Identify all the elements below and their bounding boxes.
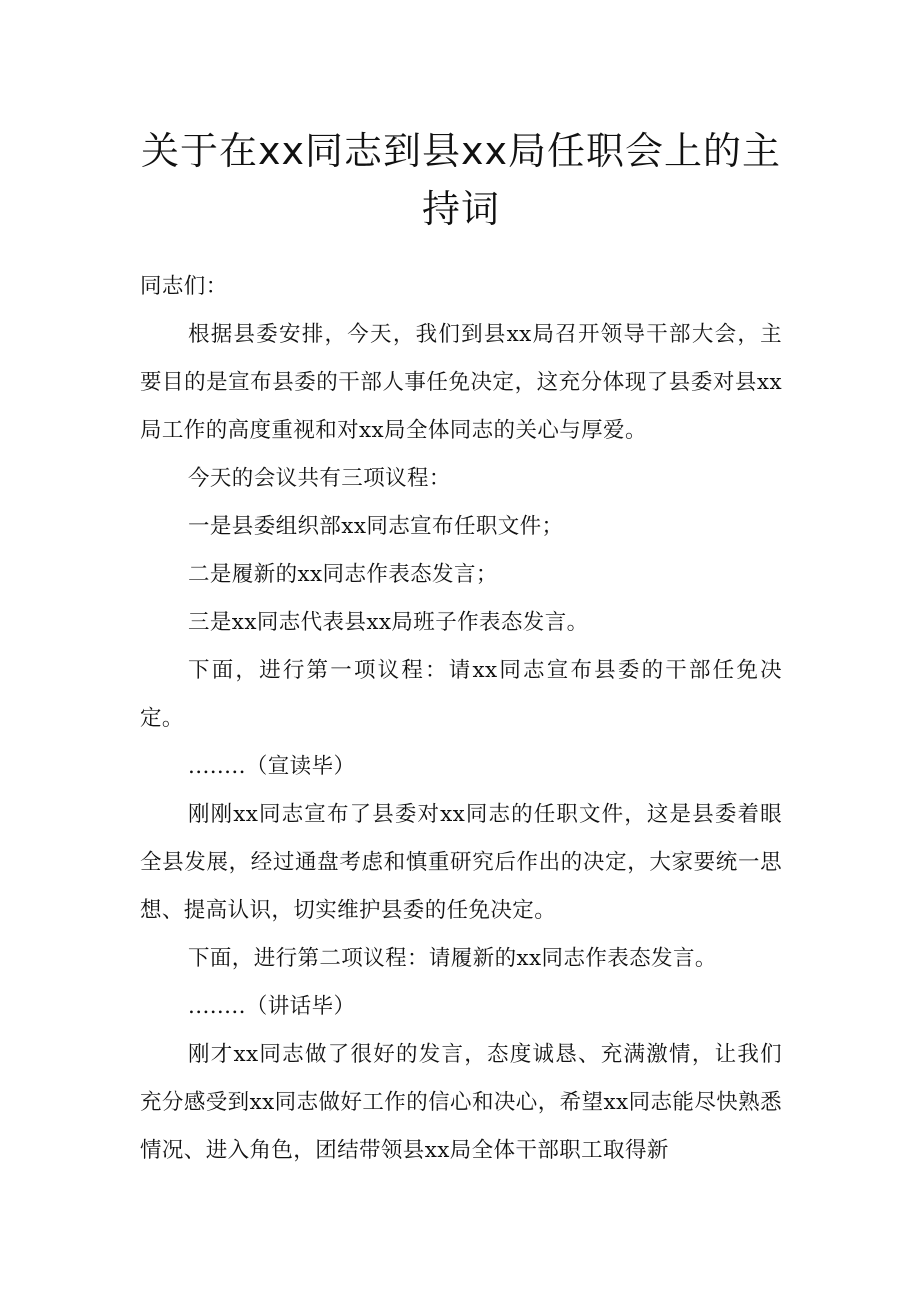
agenda-item-1: 一是县委组织部xx同志宣布任职文件； [188,514,564,539]
paragraph-after-reading: 刚刚xx同志宣布了县委对xx同志的任职文件，这是县委着眼全县发展，经过通盘考虑和慎重研究后作出的决定，大家要统一思想、提高认识，切实维护县委的任免决定。 [140,802,782,923]
paragraph-intro: 根据县委安排，今天，我们到县xx局召开领导干部大会，主要目的是宣布县委的干部人事任免决定，这充分体现了县委对县xx局工作的高度重视和对xx局全体同志的关心与厚爱。 [140,322,782,443]
paragraph-agenda-heading: 今天的会议共有三项议程： [188,466,451,491]
paragraph-second-agenda: 下面，进行第二项议程：请履新的xx同志作表态发言。 [188,946,717,971]
agenda-item-2: 二是履新的xx同志作表态发言； [188,562,498,587]
stage-note-speech-done: ........（讲话毕） [188,994,356,1019]
paragraph-after-speech: 刚才xx同志做了很好的发言，态度诚恳、充满激情，让我们充分感受到xx同志做好工作的信心和决心，希望xx同志能尽快熟悉情况、进入角色，团结带领县xx局全体干部职工取得新 [140,1042,782,1163]
document-body [140,263,782,1175]
agenda-item-3: 三是xx同志代表县xx局班子作表态发言。 [188,610,589,635]
paragraph-first-agenda: 下面，进行第一项议程：请xx同志宣布县委的干部任免决定。 [140,658,782,731]
stage-note-reading-done: ........（宣读毕） [188,754,356,779]
greeting: 同志们： [140,274,228,299]
document-title: 关于在xx同志到县xx局任职会上的主持词 [141,129,781,231]
